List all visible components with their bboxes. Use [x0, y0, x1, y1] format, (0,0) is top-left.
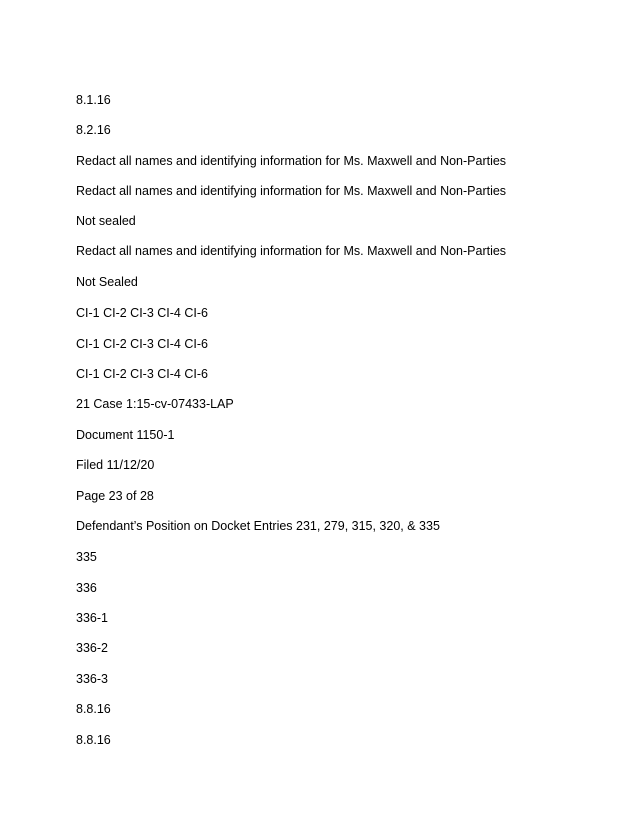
text-line-case-number: 21 Case 1:15-cv-07433-LAP	[76, 397, 234, 411]
text-line-redaction-2: Redact all names and identifying information for Ms. Maxwell and Non-Parties	[76, 184, 507, 198]
text-line-docket-336-1: 336-1	[76, 611, 108, 625]
text-line-not-sealed-1: Not sealed	[76, 214, 136, 228]
text-line-position-heading: Defendant’s Position on Docket Entries 231, 279, 315, 320, & 335	[76, 519, 440, 533]
text-line-filed-date: Filed 11/12/20	[76, 458, 155, 472]
text-line-ci-list-3: CI-1 CI-2 CI-3 CI-4 CI-6	[76, 367, 208, 381]
text-line-docket-336-2: 336-2	[76, 641, 108, 655]
text-line-not-sealed-2: Not Sealed	[76, 275, 138, 289]
text-line-ci-list-1: CI-1 CI-2 CI-3 CI-4 CI-6	[76, 306, 208, 320]
text-line-document-number: Document 1150-1	[76, 428, 175, 442]
text-line-docket-336: 336	[76, 581, 97, 595]
text-line-redaction-1: Redact all names and identifying information for Ms. Maxwell and Non-Parties	[76, 154, 507, 168]
text-line-date-2: 8.2.16	[76, 123, 111, 137]
text-line-date-4: 8.8.16	[76, 733, 111, 747]
text-line-date-3: 8.8.16	[76, 702, 111, 716]
text-line-docket-336-3: 336-3	[76, 672, 108, 686]
text-line-ci-list-2: CI-1 CI-2 CI-3 CI-4 CI-6	[76, 337, 208, 351]
text-line-redaction-3: Redact all names and identifying information for Ms. Maxwell and Non-Parties	[76, 244, 507, 258]
text-line-date-1: 8.1.16	[76, 93, 111, 107]
text-line-page-number: Page 23 of 28	[76, 489, 154, 503]
text-line-docket-335: 335	[76, 550, 97, 564]
